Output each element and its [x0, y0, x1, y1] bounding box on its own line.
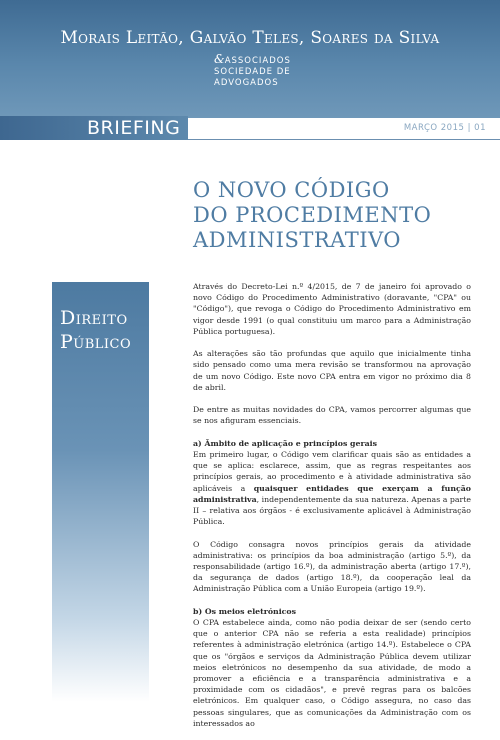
briefing-rule	[188, 139, 500, 140]
paragraph: O Código consagra novos princípios gerais da atividade administrativa: os princípios da boa administração (artigo 5.º), da responsabilidade (artigo 16.º), da administração aberta (artigo 17.º), da segurança de dados (artigo 18.º), da cooperação leal da Administração Pública com a União Europeia (artigo 19.º).	[193, 539, 471, 594]
paragraph: Em primeiro lugar, o Código vem clarificar quais são as entidades a que se aplica: esclarece, assim, que as regras respeitantes aos princípios gerais, ao procedimento e à atividade administrativa são aplicáveis a quaisquer entidades que exerçam a função administrativa, independentemente da sua natureza. Apenas a parte II – relativa aos órgãos - é exclusivamente aplicável à Administração Pública.	[193, 450, 471, 527]
issue-date: MARÇO 2015 | 01	[403, 123, 486, 133]
section-heading-b: b) Os meios eletrónicos	[193, 606, 296, 616]
ampersand-glyph: &	[214, 52, 225, 66]
firm-name: Morais Leitão, Galvão Teles, Soares da Silva	[60, 28, 440, 48]
section-label-line-2: Público	[60, 331, 132, 353]
document-title	[193, 178, 483, 253]
briefing-bar	[0, 116, 500, 140]
title-line-1: O NOVO CÓDIGO	[193, 178, 390, 202]
firm-subtitle	[214, 54, 291, 89]
title-line-3: ADMINISTRATIVO	[193, 228, 402, 252]
assoc-line-3: ADVOGADOS	[214, 78, 279, 88]
paragraph: As alterações são tão profundas que aquilo que inicialmente tinha sido pensado como uma mera revisão se transformou na aprovação de um novo Código. Este novo CPA entra em vigor no próximo dia 8 de abril.	[193, 349, 471, 392]
briefing-label: BRIEFING	[87, 117, 181, 139]
paragraph: Através do Decreto-Lei n.º 4/2015, de 7 de janeiro foi aprovado o novo Código do Procedimento Administrativo (doravante, "CPA" ou "Código"), que revoga o Código do Procedimento Administrativo em vigor desde 1991 (o qual constituiu um marco para a Administração Pública portuguesa).	[193, 282, 471, 336]
section-heading-a: a) Âmbito de aplicação e princípios gerais	[193, 438, 377, 448]
paragraph: O CPA estabelece ainda, como não podia deixar de ser (sendo certo que o anterior CPA não se referia a esta realidade) princípios referentes à administração eletrónica (artigo 14.º). Estabelece o CPA que os "órgãos e serviços da Administração Pública devem utilizar meios eletrónicos no desempenho da sua atividade, de modo a promover a eficiência e a transparência administrativa e a proximidade com os cidadãos", e prevê regras para os balcões eletrónicos. Em qualquer caso, o Código assegura, no caso das pessoas singulares, que as comunicações da Administração com os interessados ao	[193, 618, 471, 728]
section-label-line-1: Direito	[60, 307, 128, 329]
section-label	[60, 306, 131, 354]
assoc-line-2: SOCIEDADE DE	[214, 67, 291, 77]
assoc-line-1: &ASSOCIADOS	[214, 52, 291, 66]
paragraph: De entre as muitas novidades do CPA, vamos percorrer algumas que se nos afiguram essenciais.	[193, 405, 471, 426]
article-body	[193, 281, 471, 740]
title-line-2: DO PROCEDIMENTO	[193, 203, 432, 227]
bold-phrase: quaisquer entidades que exerçam a função administrativa	[193, 483, 471, 504]
